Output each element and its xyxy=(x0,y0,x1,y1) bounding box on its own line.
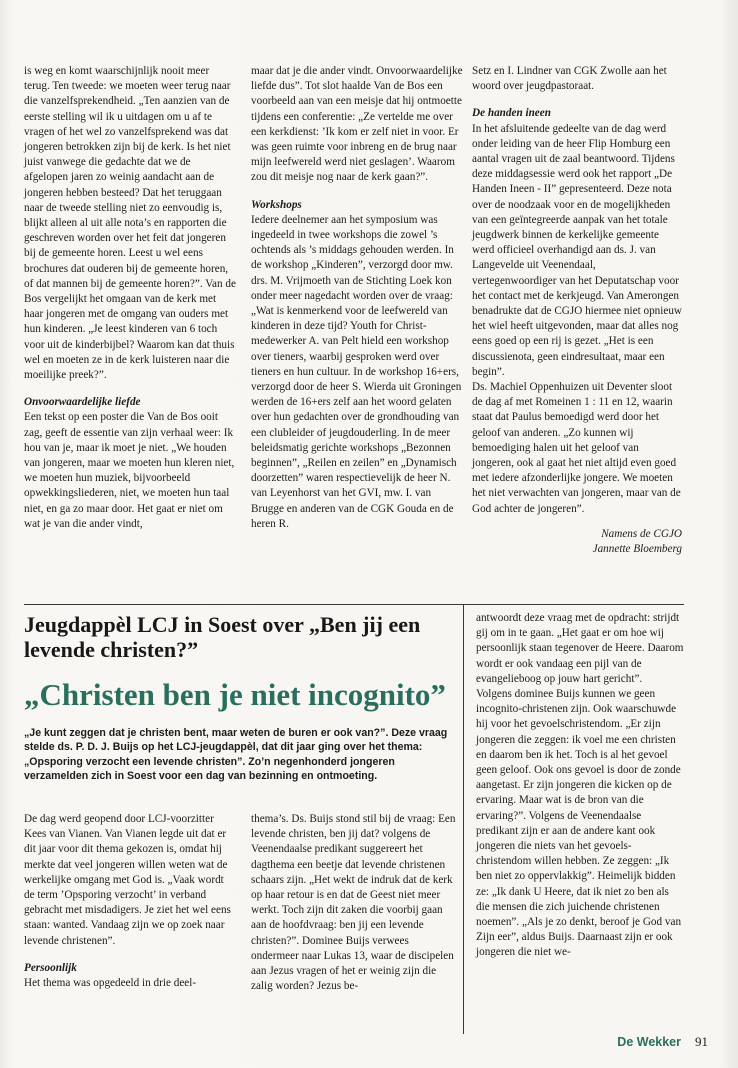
top-article-column-3 xyxy=(472,64,682,557)
article-headline: „Christen ben je niet incognito” xyxy=(24,677,446,712)
paragraph: Een tekst op een poster die Van de Bos ooit zag, geeft de essentie van zijn verhaal weer: Ik hou van je, maar ik moet je niet. „We houden van jongeren, maar we moeten hun kleren niet, we moeten hun muziek, bijvoorbeeld opwekkingsliederen, niet, we moeten hun taal niet, en ga zo maar door. Het gaat er niet om wat je van die ander vindt, xyxy=(24,411,235,530)
magazine-name: De Wekker xyxy=(617,1035,681,1049)
top-article-column-1 xyxy=(24,64,236,532)
paragraph: thema’s. Ds. Buijs stond stil bij de vraag: Een levende christen, ben jij dat? volgens de Veenendaalse predikant suggereert het dagthema een beetje dat levende christenen schaars zijn. „Het wekt de indruk dat de kerk op haar retour is en dat de Geest niet meer werkt. Toch zijn dit zaken die voorbij gaan aan de hoofdvraag: ben jij een levende christen?”. Dominee Buijs verwees ondermeer naar Lukas 13, waar de discipelen aan Jezus vragen of het er weinig zijn die zalig worden? Jezus be- xyxy=(251,813,456,993)
paragraph: is weg en komt waarschijnlijk nooit meer terug. Ten tweede: we moeten weer terug naar die vanzelfsprekendheid. „Ten aanzien van de eerste stelling wil ik u uitdagen om u af te vragen of het wel zo vanzelfsprekend was dat jongeren betrokken zijn bij de kerk. Is het niet juist vanwege die gedachte dat we de afgelopen jaren zo weinig aandacht aan de jongeren hebben besteed? Dat het teruggaan naar de tweede stelling niet zo eenvoudig is, blijkt alleen al uit alle nota’s en rapporten die geschreven worden over het feit dat jongeren bij de gemeente horen. Leest u wel eens brochures dat ouderen bij de gemeente horen, of dat mannen bij de gemeente horen?”. Van de Bos vergelijkt het omgaan van de kerk met haar jongeren met de omgang van ouders met hun kinderen. „Je leest kinderen van 6 toch voor uit de kinderbijbel? Waarom kan dat thuis wel en moeten ze in de kerk luisteren naar die moeilijke preek?”. xyxy=(24,65,236,382)
paragraph: Volgens dominee Buijs kunnen we geen incognito-christenen zijn. Ook waarschuwde hij voor het gevoelschristendom. „Er zijn jongeren die zeggen: ik voel me een christen en daarom ben ik het. Toch is al het gevoel geen geloof. Ook ons gevoel is door de zonde aangetast. Er zijn jongeren die kicken op de ervaring. Maar wat is de bron van die ervaring?”. Volgens de Veenendaalse predikant zijn er aan de andere kant ook jongeren die niets van het gevoels-christendom willen hebben. Ze zeggen: „Ik ben niet zo oppervlakkig”. Heimelijk bidden ze: „Ik dank U Heere, dat ik niet zo ben als die mensen die zich juichende christenen noemen”. „Als je zo denkt, beroof je God van Zijn eer”, aldus Buijs. Daarnaast zijn er ook jongeren die niet we- xyxy=(476,688,682,959)
paragraph: Iedere deelnemer aan het symposium was ingedeeld in twee workshops die zowel ’s ochtends als ’s middags gehouden werden. In de workshop „Kinderen”, verzorgd door mw. drs. M. Vrijmoeth van de Stichting Loek kon onder meer nagedacht worden over de vraag: „Wat is kenmerkend voor de leefwereld van kinderen in deze tijd? Youth for Christ-medewerker A. van Pelt hield een workshop over tieners, waarbij gesproken werd over tieners en hun cultuur. In de workshop 16+ers, verzorgd door de heer S. Wierda uit Groningen werden de 16+ers zelf aan het woord gelaten over hun gedachten over de grondhouding van een clubleider of jeugdouderling. In de meer beleidsmatig gerichte workshops „Bezonnen beginnen”, „Reilen en zeilen” en „Dynamisch doorzetten” waren respectievelijk de heer N. van Leyenhorst van het GVI, mw. I. van Brugge en anderen van de CGK Gouda en de heren R. xyxy=(251,213,462,530)
paragraph: In het afsluitende gedeelte van de dag werd onder leiding van de heer Flip Homburg een aantal vragen uit de zaal beantwoord. Tijdens deze middagsessie werd ook het rapport „De Handen Ineen - II” gepresenteerd. Deze nota over de noodzaak voor en de mogelijkheden van een geïntegreerde aanpak van het totale jeugdwerk binnen de kerkelijke gemeente werd officieel overhandigd aan ds. J. van Langevelde uit Veenendaal, vertegenwoordiger van het Deputatschap voor het contact met de kerkjeugd. Van Amerongen benadrukte dat de CGJO hiermee niet opnieuw het wiel heeft uitgevonden, maar dat alles nog eens goed op een rij is gezet. „Het is een discussienota, geen eindresultaat, maar een begin”. xyxy=(472,122,683,378)
bottom-article-column-3 xyxy=(476,611,684,961)
signature-author: Jannette Bloemberg xyxy=(592,543,682,556)
paragraph: Het thema was opgedeeld in drie deel- xyxy=(24,977,197,990)
subheading: Workshops xyxy=(251,198,302,211)
column-divider xyxy=(463,604,464,1034)
article-lead: „Je kunt zeggen dat je christen bent, maar weten de buren er ook van?”. Deze vraag stelde ds. P. D. J. Buijs op het LCJ-jeugdappèl, dat dit jaar ging over het thema: „Opsporing verzocht een levende christen”. Zo’n negenhonderd jongeren verzamelden zich in Soest voor een dag van bezinning en ontmoeting. xyxy=(24,727,448,783)
paragraph: maar dat je die ander vindt. Onvoorwaardelijke liefde dus”. Tot slot haalde Van de Bos een voorbeeld aan van een meisje dat hij ontmoette tijdens een conferentie: „Ze vertelde me over een kerkdienst: ’Ik kom er zelf niet in voor. Er was geen ruimte voor inbreng en de brug naar mijn leefwereld werd niet geslagen’. Waarom zou dit meisje nog naar de kerk gaan?”. xyxy=(251,65,463,184)
paragraph: De dag werd geopend door LCJ-voorzitter Kees van Vianen. Van Vianen legde uit dat er dit jaar voor dit thema gekozen is, omdat hij merkte dat veel jongeren willen weten wat de werkelijke omgang met God is. „Vaak wordt de term ’Opsporing verzocht’ in verband gebracht met misdadigers. Je ziet het wel eens staan: wanted. Vandaag zijn we op zoek naar levende christenen”. xyxy=(24,813,231,947)
subheading: Onvoorwaardelijke liefde xyxy=(24,396,141,409)
paragraph: Ds. Machiel Oppenhuizen uit Deventer sloot de dag af met Romeinen 1 : 11 en 12, waarin staat dat Paulus bemoedigd werd door het geloof van anderen. „Zo kunnen wij bemoediging halen uit het geloof van jongeren, ook al gaat het niet altijd even goed met iedere afzonderlijke jongere. We moeten het niet verwachten van jongeren, maar van de God achter de jongeren”. xyxy=(472,381,681,515)
article-kicker: Jeugdappèl LCJ in Soest over „Ben jij een levende christen?” xyxy=(24,612,421,662)
subheading: Persoonlijk xyxy=(24,961,77,974)
paragraph: Setz en I. Lindner van CGK Zwolle aan het woord over jeugdpastoraat. xyxy=(472,65,667,93)
bottom-article-column-2 xyxy=(251,812,456,994)
signature-org: Namens de CGJO xyxy=(601,527,682,540)
section-divider xyxy=(24,604,684,605)
top-article-column-2 xyxy=(251,64,464,532)
page-number: 91 xyxy=(695,1034,708,1049)
paragraph: antwoordt deze vraag met de opdracht: strijdt gij om in te gaan. „Het gaat er om hoe wij persoonlijk staan tegenover de Heere. Daarom wordt er ook vandaag een pijl van de evangelieboog op jouw hart gericht”. xyxy=(476,612,684,685)
bottom-article-column-1 xyxy=(24,812,236,991)
article-signature xyxy=(472,527,682,557)
subheading: De handen ineen xyxy=(472,107,551,120)
page-footer xyxy=(617,1034,708,1050)
